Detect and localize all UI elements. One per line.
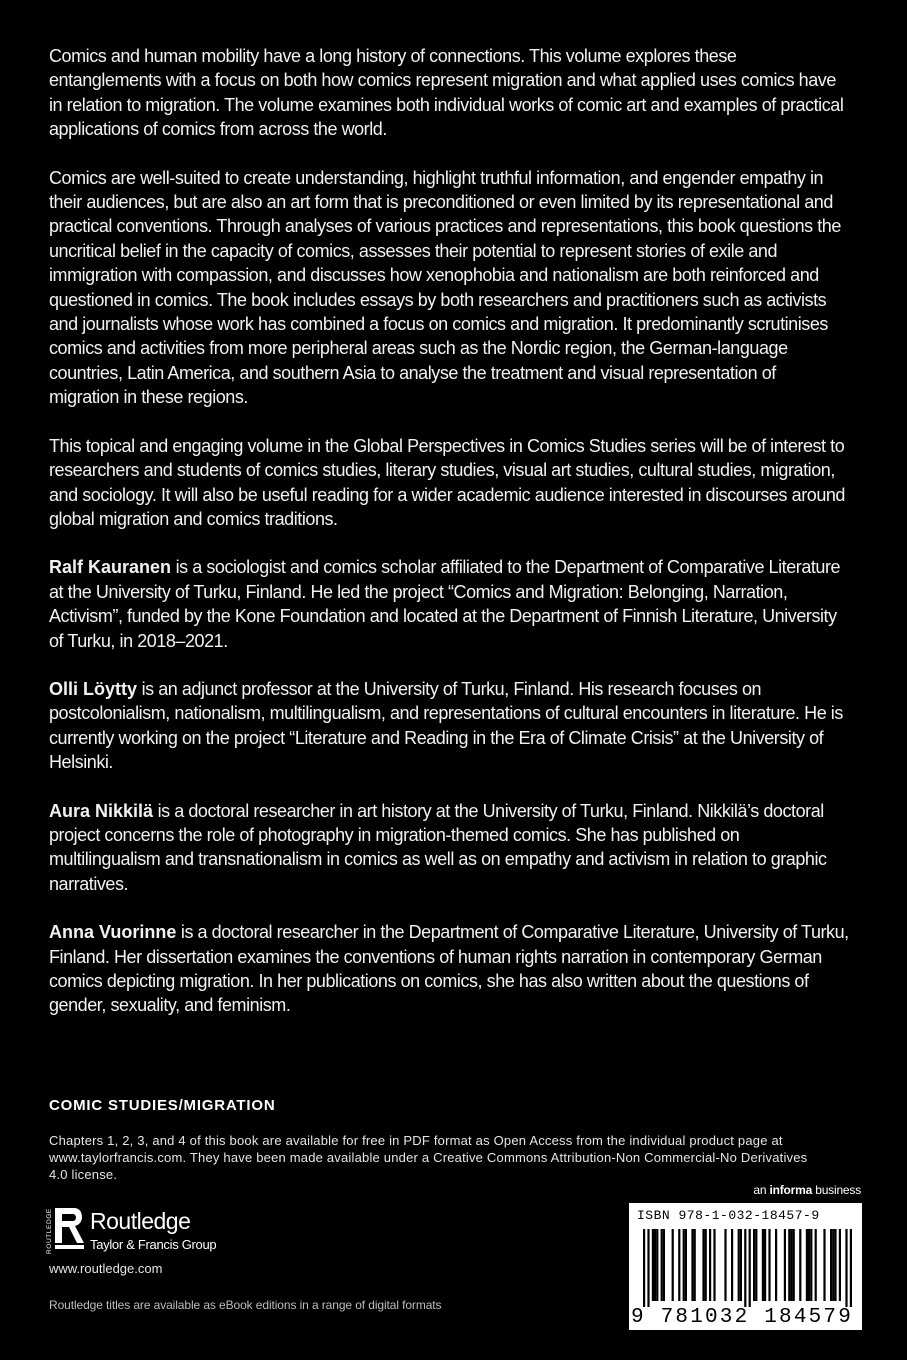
barcode-bar — [656, 1229, 658, 1301]
barcode-bar — [806, 1229, 808, 1301]
barcode-bar — [654, 1229, 656, 1301]
barcode-bar — [702, 1229, 704, 1301]
barcode-bar — [790, 1229, 792, 1301]
barcode-bar — [749, 1229, 751, 1307]
barcode-bar — [755, 1229, 757, 1301]
editor-name: Ralf Kauranen — [49, 557, 172, 578]
barcode-bar — [713, 1229, 715, 1301]
editor-bio — [49, 799, 849, 897]
editor-bio-text: is a sociologist and comics scholar affiliated to the Department of Comparative Literature at the University of Turku, Finland. He led the project “Comics and Migration: Belonging, Narration, Activism”, funded by the Kone Foundation and located at the Department of Finnish Literature, University of Turku, in 2018–2021. — [49, 557, 841, 651]
barcode-bar — [709, 1229, 711, 1301]
barcode-bar — [793, 1229, 795, 1301]
barcode-bar — [661, 1229, 663, 1301]
editor-bio-text: is a doctoral researcher in art history at the University of Turku, Finland. Nikkilä’s doctoral project concerns the role of photography in migration-themed comics. She has published on multilingualism and transnationalism in comics as well as on empathy and activism in relation to graphic narratives. — [49, 800, 827, 894]
barcode-bar — [808, 1229, 810, 1301]
editor-name: Olli Löytty — [49, 678, 138, 699]
editor-bio-text: is an adjunct professor at the University of Turku, Finland. His research focuses on postcolonialism, nationalism, multilingualism, and representations of cultural encounters in literature. He is currently working on the project “Literature and Reading in the Era of Climate Crisis” at the University of Helsinki. — [49, 678, 843, 773]
barcode-bar — [724, 1229, 726, 1301]
barcode-bar — [647, 1229, 649, 1307]
editor-bio — [49, 555, 849, 653]
barcode-bar — [830, 1229, 832, 1301]
barcode-bar — [762, 1229, 764, 1301]
editor-name: Anna Vuorinne — [49, 922, 177, 943]
barcode-bar — [672, 1229, 674, 1301]
barcode-bar — [705, 1229, 707, 1301]
barcode-digits: 9 781032 184579 — [631, 1306, 854, 1329]
barcode-bar — [744, 1229, 746, 1307]
back-cover-blurb — [49, 44, 849, 1042]
barcode-bar — [731, 1229, 733, 1301]
barcode-bars — [629, 1227, 862, 1307]
publisher-name: Routledge — [90, 1208, 191, 1234]
routledge-r-mark — [55, 1208, 84, 1243]
informa-business-label: an informa business — [753, 1183, 861, 1197]
editor-bio — [49, 920, 849, 1018]
barcode-bar — [738, 1229, 740, 1301]
editor-bio-text: is a doctoral researcher in the Department of Comparative Literature, University of Turku, Finland. Her dissertation examines the conventions of human rights narration in contemporary German comics depicting migration. In her publications on comics, she has also written about the questions of gender, sexuality, and feminism. — [49, 922, 849, 1016]
subject-category: COMIC STUDIES/MIGRATION — [49, 1097, 276, 1114]
blurb-paragraph: This topical and engaging volume in the Global Perspectives in Comics Studies series will be of interest to researchers and students of comics studies, literary studies, visual art studies, cultural studies, migration, and sociology. It will also be useful reading for a wider academic audience interested in discourses around global migration and comics traditions. — [49, 435, 845, 529]
blurb-paragraph: Comics are well-suited to create understanding, highlight truthful information, and engender empathy in their audiences, but are also an art form that is preconditioned or even limited by its representational and practical conventions. Through analyses of various practices and representations, this book questions the uncritical belief in the capacity of comics, assesses their potential to represent stories of exile and immigration with compassion, and discusses how xenophobia and nationalism are both reinforced and questioned in comics. The book includes essays by both researchers and practitioners such as activists and journalists whose work has combined a focus on comics and migration. It predominantly scrutinises comics and activities from more peripheral areas such as the Nordic region, the German-language countries, Latin America, and southern Asia to analyse the treatment and visual representation of migration in these regions. — [49, 167, 841, 408]
barcode-bar — [845, 1229, 847, 1307]
isbn-barcode — [629, 1203, 862, 1330]
barcode-bar — [850, 1229, 852, 1307]
routledge-vertical-mark: ROUTLEDGE — [46, 1208, 53, 1254]
barcode-bar — [643, 1229, 645, 1307]
barcode-bar — [839, 1229, 841, 1301]
barcode-bar — [799, 1229, 801, 1301]
barcode-bar — [691, 1229, 693, 1301]
barcode-bar — [685, 1229, 687, 1301]
barcode-bar — [652, 1229, 654, 1301]
barcode-bar — [740, 1229, 742, 1301]
editor-bio — [49, 677, 849, 775]
barcode-bar — [775, 1229, 777, 1301]
barcode-bar — [834, 1229, 836, 1301]
informa-brand: informa — [769, 1183, 813, 1197]
barcode-bar — [810, 1229, 812, 1301]
barcode-bar — [815, 1229, 817, 1301]
publisher-group: Taylor & Francis Group — [90, 1237, 217, 1252]
barcode-bar — [788, 1229, 790, 1301]
isbn-label: ISBN 978-1-032-18457-9 — [637, 1208, 820, 1223]
barcode-bar — [832, 1229, 834, 1301]
barcode-bar — [678, 1229, 680, 1301]
editor-name: Aura Nikkilä — [49, 800, 154, 821]
barcode-bar — [823, 1229, 825, 1301]
barcode-bar — [764, 1229, 766, 1301]
barcode-bar — [768, 1229, 770, 1301]
blurb-paragraph: Comics and human mobility have a long history of connections. This volume explores these entanglements with a focus on both how comics represent migration and what applied uses comics have in relation to migration. The volume examines both individual works of comic art and examples of practical applications of comics from across the world. — [49, 46, 844, 140]
publisher-website-link[interactable]: www.routledge.com — [49, 1261, 163, 1276]
barcode-bar — [663, 1229, 665, 1301]
ebook-availability-note: Routledge titles are available as eBook editions in a range of digital formats — [49, 1298, 442, 1312]
open-access-note: Chapters 1, 2, 3, and 4 of this book are available for free in PDF format as Open Access from the individual product page at www.taylorfrancis.com. They have been made available under a Creative Commons Attribution-Non Commercial-No Derivatives 4.0 license. — [49, 1133, 808, 1182]
barcode-bar — [694, 1229, 696, 1301]
barcode-bar — [683, 1229, 685, 1301]
barcode-bar — [753, 1229, 755, 1301]
barcode-bar — [784, 1229, 786, 1301]
